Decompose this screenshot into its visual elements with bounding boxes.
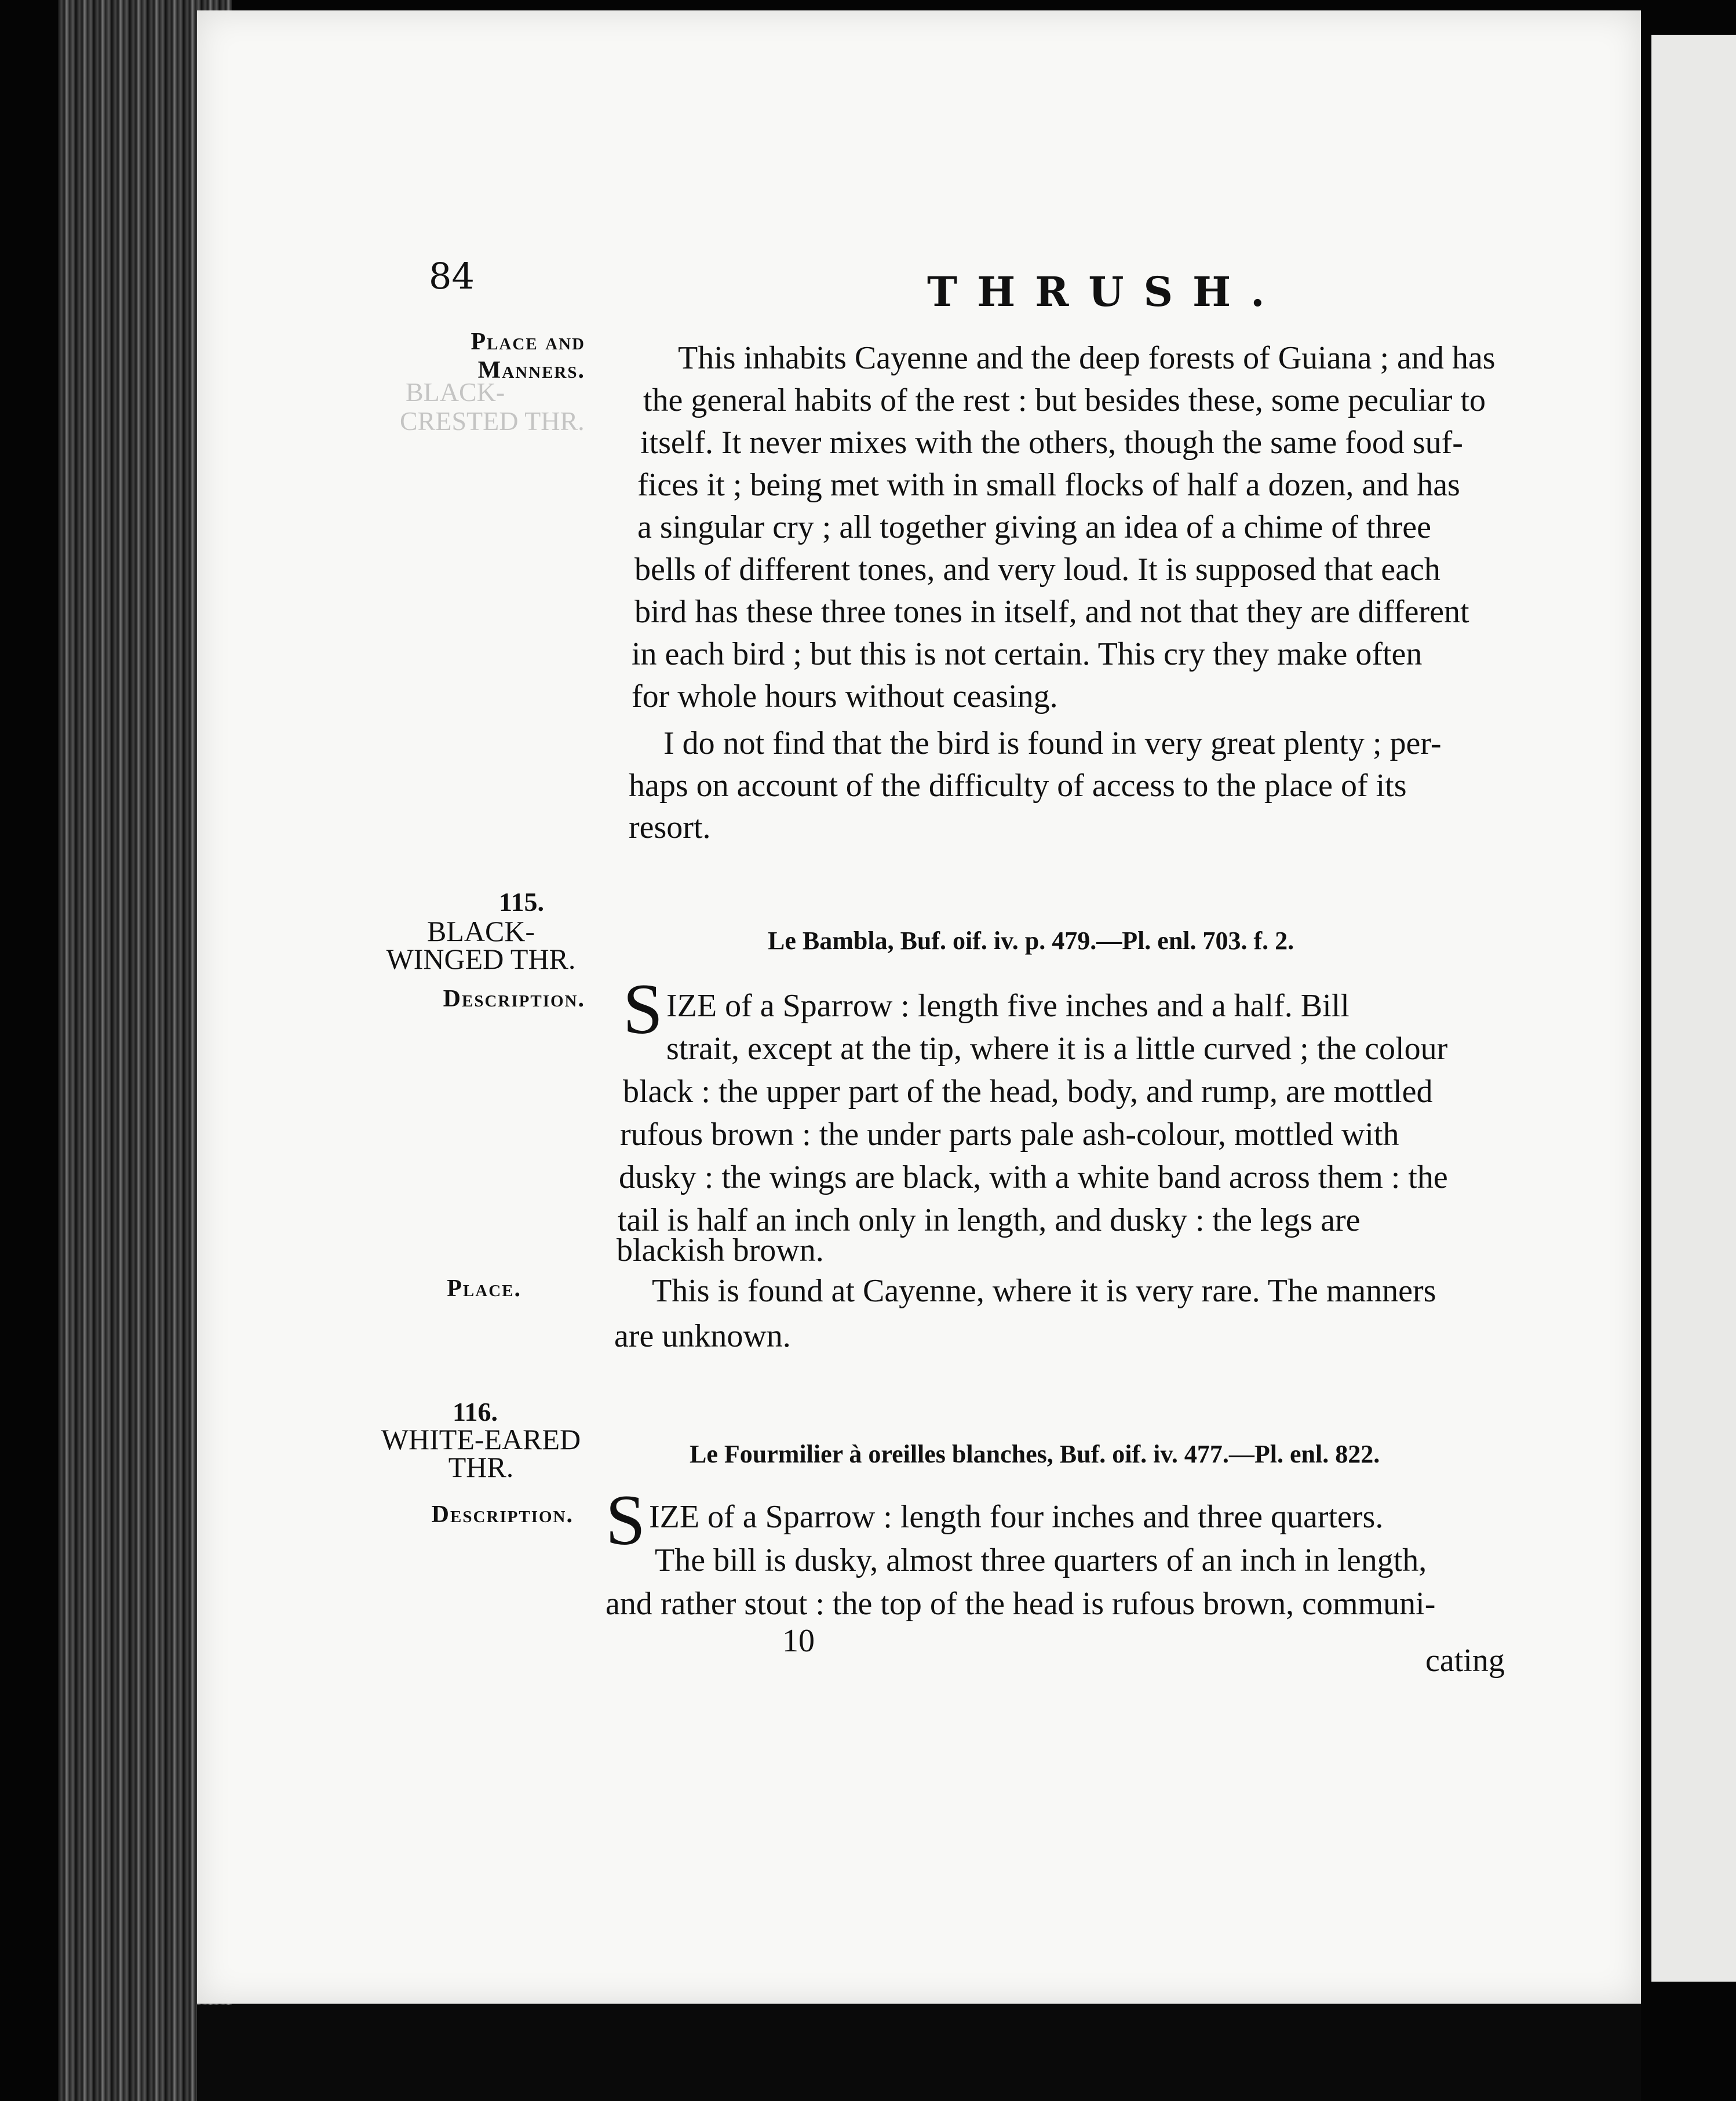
text-line: bells of different tones, and very loud. It is supposed that each — [634, 552, 1440, 588]
catchword: cating — [1425, 1643, 1505, 1679]
entry-number-116: 116. — [453, 1397, 498, 1427]
text-line: a singular cry ; all together giving an idea of a chime of three — [637, 509, 1431, 545]
entry-name-116-line2: THR. — [448, 1451, 514, 1483]
show-through-text: CRESTED THR. — [400, 406, 585, 436]
text-line: and rather stout : the top of the head is rufous brown, communi- — [606, 1586, 1436, 1622]
dropcap-115: S — [623, 969, 663, 1049]
signature-mark: 10 — [782, 1623, 815, 1659]
text-line: strait, except at the tip, where it is a little curved ; the colour — [666, 1031, 1448, 1067]
text-line: IZE of a Sparrow : length four inches and three quarters. — [649, 1499, 1384, 1535]
text-line: The bill is dusky, almost three quarters of an inch in length, — [655, 1542, 1427, 1578]
text-line: dusky : the wings are black, with a white band across them : the — [619, 1159, 1448, 1195]
dropcap-116: S — [606, 1480, 645, 1560]
text-line: This is found at Cayenne, where it is very rare. The manners — [652, 1273, 1436, 1309]
running-head: THRUSH. — [927, 268, 1285, 316]
citation-116: Le Fourmilier à oreilles blanches, Buf. oif. iv. 477.—Pl. enl. 822. — [690, 1440, 1380, 1468]
margin-label-place-and-manners: Place and Manners. — [471, 329, 585, 384]
text-line: black : the upper part of the head, body, and rump, are mottled — [623, 1074, 1433, 1110]
text-line: for whole hours without ceasing. — [632, 679, 1058, 714]
show-through-text: BLACK- — [406, 377, 505, 407]
text-line: the general habits of the rest : but besides these, some peculiar to — [643, 382, 1486, 418]
text-line: itself. It never mixes with the others, though the same food suf- — [640, 425, 1463, 461]
facing-page-edge — [1651, 35, 1736, 1982]
text-line: bird has these three tones in itself, and not that they are different — [634, 594, 1469, 630]
margin-label-description-115: Description. — [443, 986, 585, 1012]
text-line: tail is half an inch only in length, and dusky : the legs are — [618, 1202, 1361, 1238]
text-line: I do not find that the bird is found in very great plenty ; per- — [663, 725, 1442, 761]
text-line: This inhabits Cayenne and the deep forests of Guiana ; and has — [678, 340, 1496, 376]
entry-name-115-line1: BLACK- — [426, 915, 535, 947]
page-number: 84 — [429, 255, 475, 297]
entry-name-115-line2: WINGED THR. — [386, 943, 576, 975]
text-line: in each bird ; but this is not certain. This cry they make often — [632, 636, 1423, 672]
text-line: are unknown. — [614, 1318, 791, 1354]
citation-115: Le Bambla, Buf. oif. iv. p. 479.—Pl. enl. 703. f. 2. — [768, 927, 1294, 955]
margin-label-description-116: Description. — [431, 1501, 574, 1528]
scan-bottom-border — [197, 2005, 1641, 2101]
text-line: haps on account of the difficulty of access to the place of its — [629, 768, 1407, 804]
entry-name-116-line1: WHITE-EARED — [381, 1423, 581, 1456]
text-line: IZE of a Sparrow : length five inches and a half. Bill — [666, 988, 1350, 1024]
text-line: rufous brown : the under parts pale ash-colour, mottled with — [620, 1117, 1399, 1152]
text-line: fices it ; being met with in small flocks of half a dozen, and has — [637, 467, 1460, 503]
margin-label-place-115: Place. — [447, 1275, 521, 1302]
entry-number-115: 115. — [499, 887, 544, 917]
text-line: blackish brown. — [617, 1232, 824, 1268]
text-line: resort. — [629, 809, 711, 845]
